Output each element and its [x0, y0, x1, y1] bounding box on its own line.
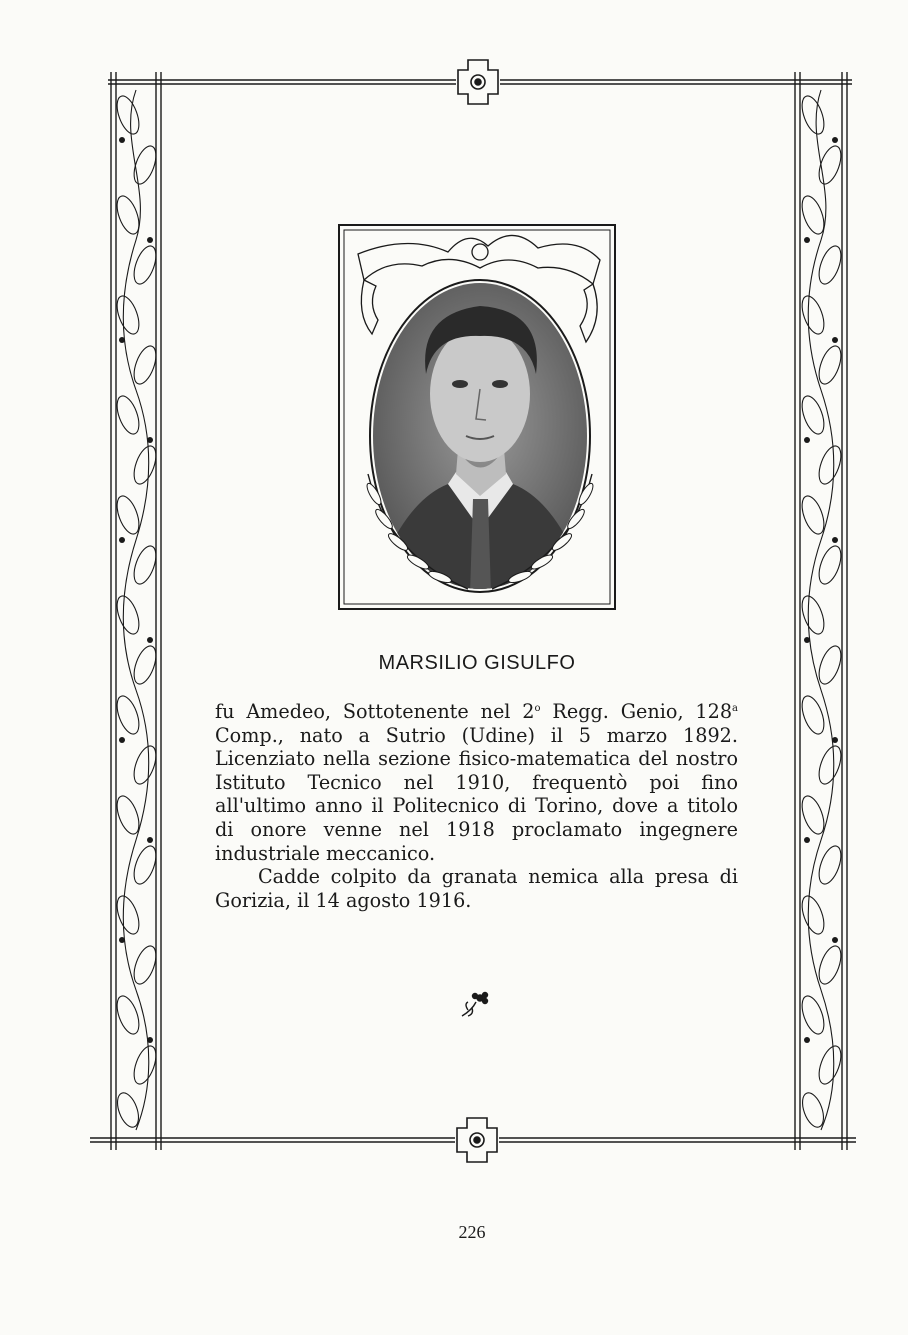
entry-biography — [215, 700, 738, 912]
ordinal-superscript-2: a — [732, 703, 739, 714]
biography-paragraph-1 — [215, 700, 738, 865]
ordinal-superscript-1: o — [534, 703, 541, 714]
entry-title: MARSILIO GISULFO — [378, 652, 576, 674]
portrait-frame — [338, 224, 616, 610]
line1-text-b: Regg. Genio, 128 — [540, 700, 733, 723]
left-vine-ornament — [113, 90, 161, 1130]
top-cross-ornament — [458, 60, 498, 104]
line1-text-a: fu Amedeo, Sottotenente nel 2 — [215, 700, 535, 723]
bottom-cross-ornament — [457, 1118, 497, 1162]
flower-fleuron-icon — [458, 990, 498, 1020]
biography-paragraph-2: Cadde colpito da granata nemica alla presa di Gorizia, il 14 agosto 1916. — [215, 865, 738, 912]
right-vine-ornament — [798, 90, 846, 1130]
portrait-image — [338, 224, 616, 610]
paragraph1-rest: Comp., nato a Sutrio (Udine) il 5 marzo 1892. Licenziato nella sezione fisico-matematica del nostro Istituto Tecnico nel 1910, frequentò poi fino all'ultimo anno il Politecnico di Torino, dove a titolo di onore venne nel 1918 proclamato ingegnere industriale meccanico. — [215, 723, 738, 865]
page-number: 226 — [458, 1222, 486, 1242]
